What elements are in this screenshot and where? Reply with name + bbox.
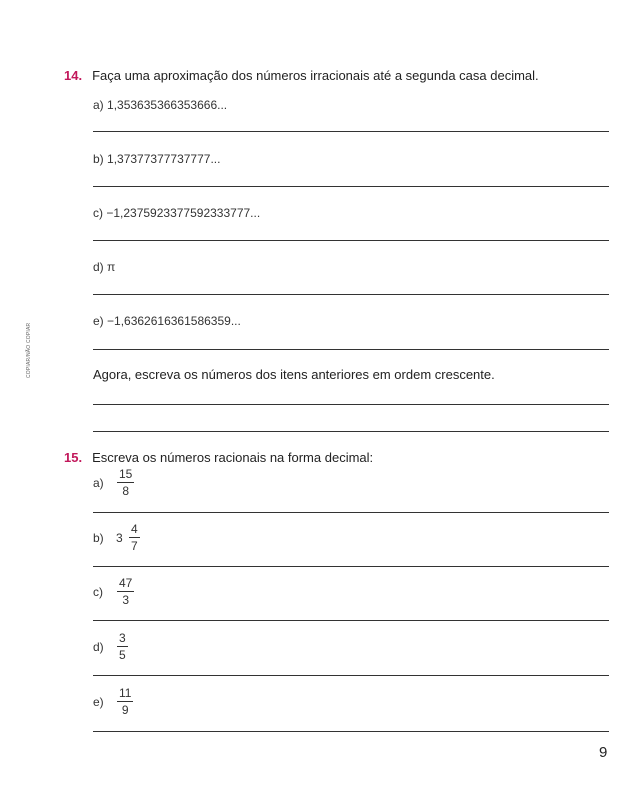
q15-item-e-numerator: 11: [119, 686, 132, 700]
q15-item-c-fraction: [117, 576, 134, 607]
question-14-number: 14.: [64, 68, 83, 83]
q14-item-a-value: 1,353635366353666...: [107, 98, 228, 112]
q15-item-c-denominator: 3: [122, 593, 130, 607]
q15-item-d-label: d): [93, 640, 104, 654]
q15-answer-line-c[interactable]: [93, 620, 609, 621]
q14-item-e-label: e): [93, 314, 104, 328]
side-copyright-note: COPIAR/NÃO COPIAR: [26, 322, 32, 378]
q15-item-b-numerator: 4: [131, 522, 138, 536]
q15-item-b-denominator: 7: [131, 539, 138, 553]
fraction-bar: [117, 591, 134, 592]
q14-item-d-label: d): [93, 260, 104, 274]
q14-item-d-value: π: [107, 260, 116, 274]
q15-item-e-fraction: [117, 686, 133, 717]
fraction-bar: [129, 537, 140, 538]
q14-item-b: [93, 152, 220, 166]
question-15-text: Escreva os números racionais na forma decimal:: [92, 450, 374, 465]
q15-item-e-denominator: 9: [121, 703, 129, 717]
q14-item-c-value: −1,2375923377592333777...: [106, 206, 261, 220]
q14-item-e: [93, 314, 241, 328]
q14-item-c-label: c): [93, 206, 103, 220]
q14-item-e-value: −1,6362616361586359...: [107, 314, 241, 328]
q15-item-d-numerator: 3: [119, 631, 126, 645]
q14-item-b-label: b): [93, 152, 104, 166]
q14-answer-line-e[interactable]: [93, 349, 609, 350]
fraction-bar: [117, 701, 133, 702]
page-number: 9: [599, 744, 608, 761]
q14-item-b-value: 1,37377377737777...: [107, 152, 221, 166]
question-14-heading: [64, 68, 539, 83]
question-14-text: Faça uma aproximação dos números irracionais até a segunda casa decimal.: [92, 68, 539, 83]
q15-item-a-fraction: [117, 467, 134, 498]
q15-item-e-label: e): [93, 695, 104, 709]
q14-item-c: [93, 206, 260, 220]
question-15-number: 15.: [64, 450, 83, 465]
q15-item-a-denominator: 8: [122, 484, 130, 498]
q14-item-d: [93, 260, 115, 274]
q14-item-a-label: a): [93, 98, 104, 112]
q15-item-c-label: c): [93, 585, 103, 599]
fraction-bar: [117, 482, 134, 483]
q14-order-answer-line-2[interactable]: [93, 431, 609, 432]
question-15-heading: [64, 450, 373, 465]
q15-item-b-fraction: [129, 522, 140, 553]
q15-item-b-label: b): [93, 531, 104, 545]
q14-answer-line-c[interactable]: [93, 240, 609, 241]
q14-answer-line-a[interactable]: [93, 131, 609, 132]
q14-item-a: [93, 98, 227, 112]
q14-answer-line-b[interactable]: [93, 186, 609, 187]
q15-answer-line-e[interactable]: [93, 731, 609, 732]
q15-answer-line-d[interactable]: [93, 675, 609, 676]
q14-instruction: Agora, escreva os números dos itens anteriores em ordem crescente.: [93, 367, 495, 382]
q15-item-a-label: a): [93, 476, 104, 490]
q14-order-answer-line-1[interactable]: [93, 404, 609, 405]
q15-answer-line-a[interactable]: [93, 512, 609, 513]
q15-item-a-numerator: 15: [119, 467, 133, 481]
q15-item-c-numerator: 47: [119, 576, 133, 590]
fraction-bar: [117, 646, 128, 647]
q15-item-d-denominator: 5: [119, 648, 126, 662]
q15-answer-line-b[interactable]: [93, 566, 609, 567]
q15-item-b-whole: 3: [116, 531, 123, 545]
q14-answer-line-d[interactable]: [93, 294, 609, 295]
q15-item-d-fraction: [117, 631, 128, 662]
